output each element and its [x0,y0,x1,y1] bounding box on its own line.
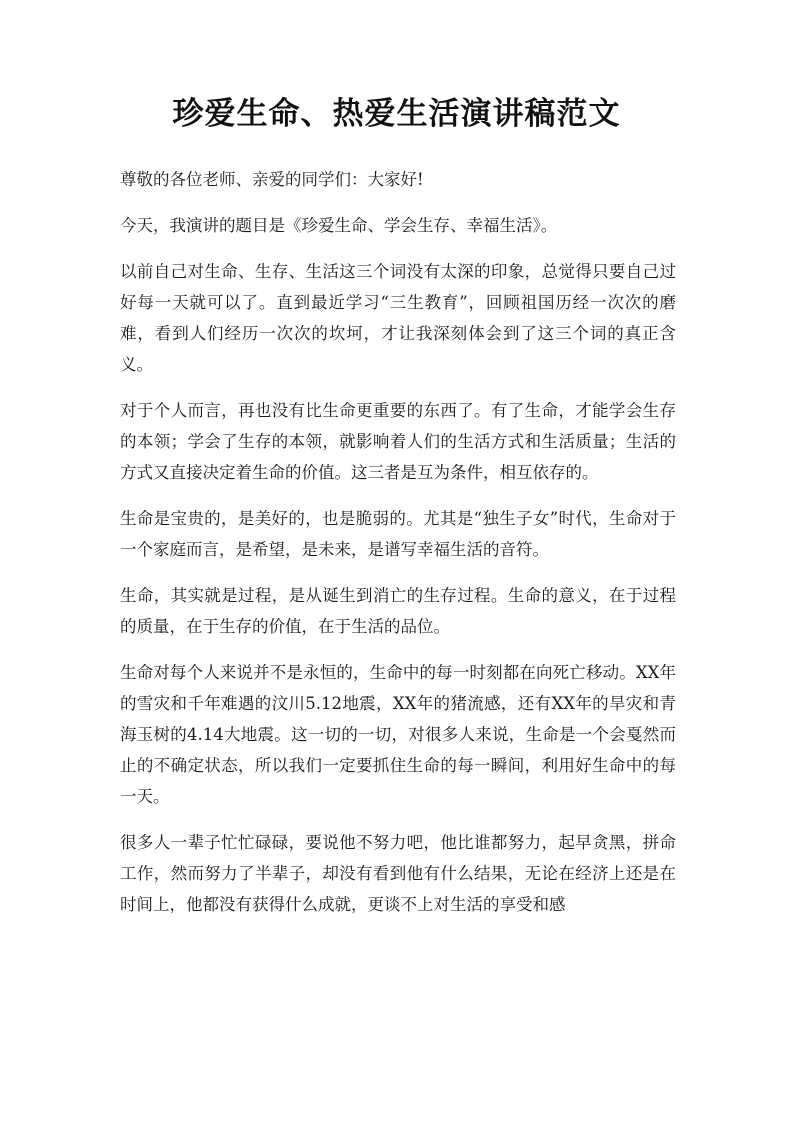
paragraph: 生命对每个人来说并不是永恒的，生命中的每一时刻都在向死亡移动。XX年的雪灾和千年难遇的汶川5.12地震，XX年的猪流感，还有XX年的旱灾和青海玉树的4.14大地震。这一切的一切，对很多人来说，生命是一个会戛然而止的不确定状态，所以我们一定要抓住生命的每一瞬间，利用好生命中的每一天。 [120,663,676,806]
document-body [120,164,676,935]
paragraph: 生命，其实就是过程，是从诞生到消亡的生存过程。生命的意义，在于过程的质量，在于生存的价值，在于生活的品位。 [120,586,676,636]
paragraph-greeting: 尊敬的各位老师、亲爱的同学们：大家好! [120,170,424,189]
paragraph: 生命是宝贵的，是美好的，也是脆弱的。尤其是“独生子女”时代，生命对于一个家庭而言，是希望，是未来，是谱写幸福生活的音符。 [120,509,676,559]
paragraph: 很多人一辈子忙忙碌碌，要说他不努力吧，他比谁都努力，起早贪黑，拼命工作，然而努力了半辈子，却没有看到他有什么结果，无论在经济上还是在时间上，他都没有获得什么成就，更谈不上对生活的享受和感 [120,833,676,914]
document-title: 珍爱生命、热爱生活演讲稿范文 [172,96,621,132]
paragraph: 以前自己对生命、生存、生活这三个词没有太深的印象，总觉得只要自己过好每一天就可以了。直到最近学习“三生教育”，回顾祖国历经一次次的磨难，看到人们经历一次次的坎坷，才让我深刻体会到了这三个词的真正含义。 [120,262,676,374]
paragraph-topic: 今天，我演讲的题目是《珍爱生命、学会生存、幸福生活》。 [120,216,558,235]
paragraph: 对于个人而言，再也没有比生命更重要的东西了。有了生命，才能学会生存的本领；学会了生存的本领，就影响着人们的生活方式和生活质量；生活的方式又直接决定着生命的价值。这三者是互为条件，相互依存的。 [120,401,676,482]
